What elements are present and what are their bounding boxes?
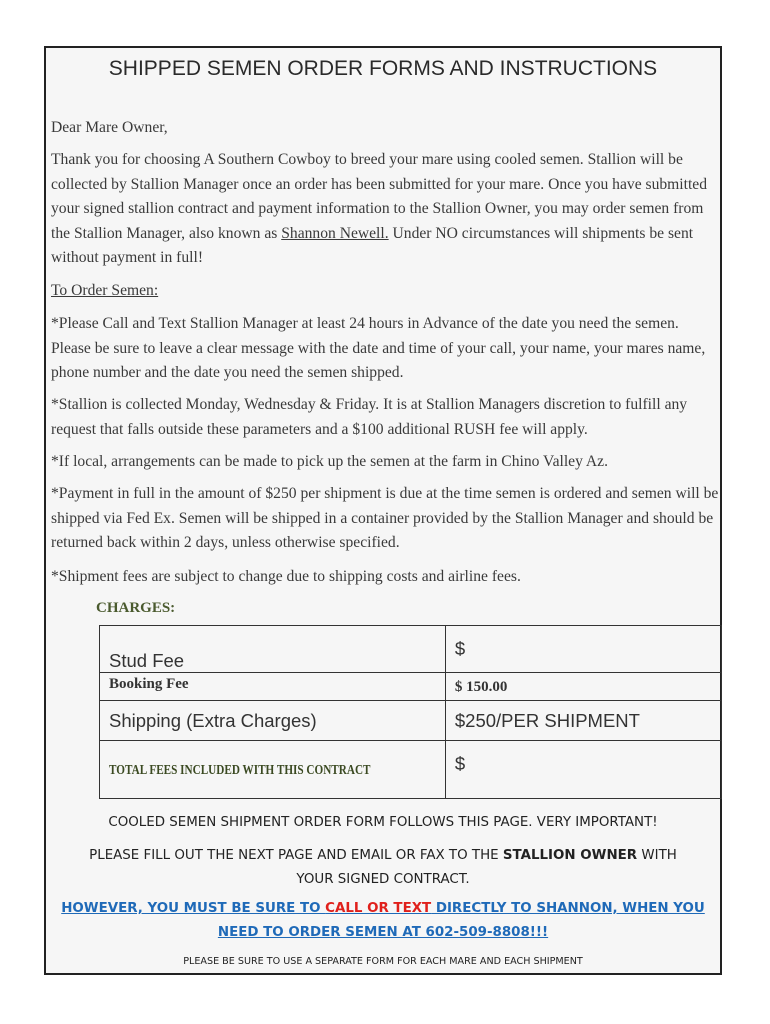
total-fees-value: $ <box>454 753 466 774</box>
stud-fee-label: Stud Fee <box>109 650 185 671</box>
intro-paragraph <box>51 148 719 271</box>
stud-fee-label-cell <box>100 626 446 673</box>
call-or-text-emphasis: CALL OR TEXT <box>325 901 432 916</box>
booking-fee-label: Booking Fee <box>109 676 189 692</box>
fill-out-text: PLEASE FILL OUT THE NEXT PAGE AND EMAIL OR FAX TO THE <box>89 848 503 863</box>
order-form-follows-note: COOLED SEMEN SHIPMENT ORDER FORM FOLLOWS THIS PAGE. VERY IMPORTANT! <box>108 815 658 830</box>
page-title: SHIPPED SEMEN ORDER FORMS AND INSTRUCTIONS <box>108 57 658 80</box>
charges-table <box>99 625 722 799</box>
table-row <box>100 701 722 741</box>
charges-label: CHARGES: <box>96 600 176 616</box>
fill-out-text-end: WITH <box>637 848 677 863</box>
shipping-value: $250/PER SHIPMENT <box>454 709 640 731</box>
table-row <box>100 741 722 799</box>
booking-fee-value-cell <box>445 673 721 701</box>
instruction-fees-change: *Shipment fees are subject to change due to shipping costs and airline fees. <box>51 568 521 585</box>
separate-form-note: PLEASE BE SURE TO USE A SEPARATE FORM FOR EACH MARE AND EACH SHIPMENT <box>183 956 583 967</box>
to-order-heading: To Order Semen: <box>51 282 159 299</box>
shipping-label: Shipping (Extra Charges) <box>109 709 317 731</box>
shipping-value-cell <box>445 701 721 741</box>
booking-fee-value: $ 150.00 <box>454 678 508 695</box>
order-form-page <box>44 46 722 975</box>
table-row <box>100 626 722 673</box>
total-label-cell <box>100 741 446 799</box>
instruction-collection-days: *Stallion is collected Monday, Wednesday & Friday. It is at Stallion Managers discretion to fulfill any request that falls outside these parameters and a $100 additional RUSH fee will apply. <box>51 396 688 438</box>
instruction-payment: *Payment in full in the amount of $250 per shipment is due at the time semen is ordered and semen will be shipped via Fed Ex. Semen will be shipped in a container provided by the Stallion Manager and should be returned back within 2 days, unless otherwise specified. <box>51 485 719 551</box>
stallion-owner-text: STALLION OWNER <box>502 848 638 863</box>
stud-fee-value: $ <box>454 638 466 659</box>
stud-fee-value-cell <box>445 626 721 673</box>
fill-out-note <box>46 844 720 892</box>
however-text: HOWEVER, YOU MUST BE SURE TO <box>61 901 326 916</box>
instruction-local-pickup: *If local, arrangements can be made to pick up the semen at the farm in Chino Valley Az. <box>51 453 609 470</box>
greeting: Dear Mare Owner, <box>51 119 168 136</box>
booking-fee-label-cell <box>100 673 446 701</box>
shipping-label-cell <box>100 701 446 741</box>
phone-number-text: NEED TO ORDER SEMEN AT 602-509-8808!!! <box>217 925 549 940</box>
total-fees-label: TOTAL FEES INCLUDED WITH THIS CONTRACT <box>109 762 371 778</box>
total-value-cell <box>445 741 721 799</box>
table-row <box>100 673 722 701</box>
manager-name: Shannon Newell. <box>281 224 389 242</box>
intro-text: Thank you for choosing A Southern Cowboy to breed your mare using cooled semen. Stallion will be collected by Stallion Manager once an order has been submitted for your mare. Once you have submitted your signed stallion contract and payment information to the Stallion Owner, you may order semen from the Stallion Manager, also known as <box>51 151 708 242</box>
fill-out-text-line2: YOUR SIGNED CONTRACT. <box>296 872 470 887</box>
intro-text-end: Under NO circumstances will shipments be sent without payment in full! <box>51 224 694 266</box>
however-text-end: DIRECTLY TO SHANNON, WHEN YOU <box>431 901 705 916</box>
instruction-call: *Please Call and Text Stallion Manager at least 24 hours in Advance of the date you need the semen. Please be sure to leave a clear message with the date and time of your call, your name, your mares name, phone number and the date you need the semen shipped. <box>51 315 706 381</box>
call-shannon-note <box>46 897 720 945</box>
